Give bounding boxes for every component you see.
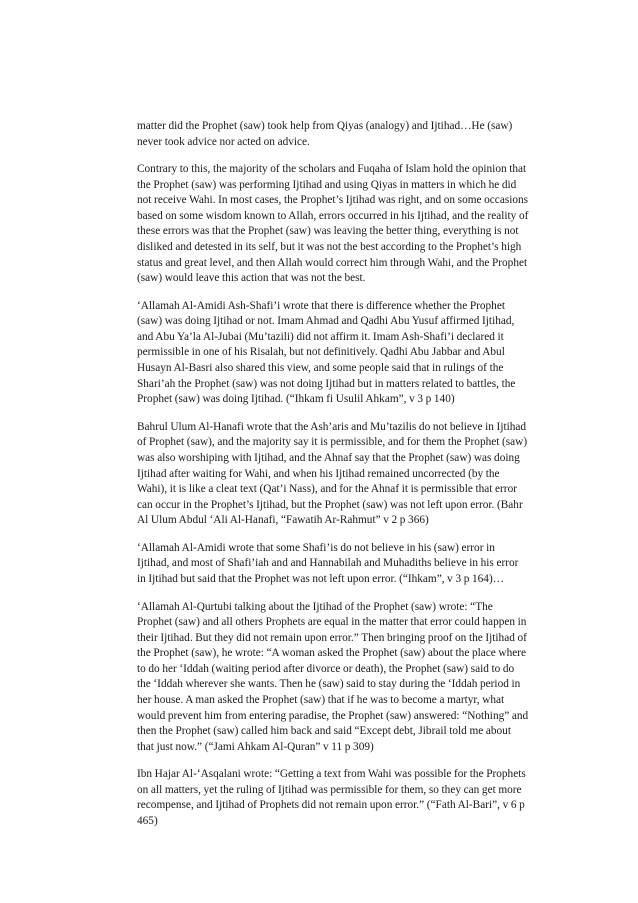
paragraph-bahrul-ulum: Bahrul Ulum Al-Hanafi wrote that the Ash’aris and Mu’tazilis do not believe in Ijtihad of Prophet (saw), and the majority say it is permissible, and for them the Prophet (saw) was also worshiping with Ijtihad, and the Ahnaf say that the Prophet (saw) was doing Ijtihad after waiting for Wahi, and when his Ijtihad remained uncorrected (by the Wahi), it is like a cleat text (Qat’i Nass), and for the Ahnaf it is permissible that error can occur in the Prophet’s Ijtihad, but the Prophet (saw) was not left upon error. (Bahr Al Ulum Abdul ‘Ali Al-Hanafi, “Fawatih Ar-Rahmut” v 2 p 366) xyxy=(137,420,528,527)
paragraph-al-amidi-difference: ‘Allamah Al-Amidi Ash-Shafi’i wrote that there is difference whether the Prophet (saw) was doing Ijtihad or not. Imam Ahmad and Qadhi Abu Yusuf affirmed Ijtihad, and Abu Ya’la Al-Jubai (Mu’tazili) did not affirm it. Imam Ash-Shafi’i declared it permissible in one of his Risalah, but not definitively. Qadhi Abu Jabbar and Abul Husayn Al-Basri also shared this view, and some people said that in rulings of the Shari’ah the Prophet (saw) was not doing Ijtihad but in matters related to battles, the Prophet (saw) was doing Ijtihad. (“Ihkam fi Usulil Ahkam”, v 3 p 140) xyxy=(137,299,516,406)
paragraph-majority-opinion: Contrary to this, the majority of the scholars and Fuqaha of Islam hold the opinion that the Prophet (saw) was performing Ijtihad and using Qiyas in matters in which he did not receive Wahi. In most cases, the Prophet’s Ijtihad was right, and on some occasions based on some wisdom known to Allah, errors occurred in his Ijtihad, and the reality of these errors was that the Prophet (saw) was leaving the better thing, everything is not disliked and detested in its self, but it was not the best according to the Prophet’s high status and great level, and then Allah would correct him through Wahi, and the Prophet (saw) would leave this action that was not the best. xyxy=(137,163,529,285)
paragraph-qiyas-advice: matter did the Prophet (saw) took help from Qiyas (analogy) and Ijtihad…He (saw) never took advice nor acted on advice. xyxy=(137,120,513,148)
paragraph-ibn-hajar: Ibn Hajar Al-‘Asqalani wrote: “Getting a text from Wahi was possible for the Prophets on all matters, yet the ruling of Ijtihad was permissible for them, so they can get more recompense, and Ijtihad of Prophets did not remain upon error.” (“Fath Al-Bari”, v 6 p 465) xyxy=(137,768,526,827)
document-body xyxy=(137,119,529,842)
paragraph-al-qurtubi: ‘Allamah Al-Qurtubi talking about the Ijtihad of the Prophet (saw) wrote: “The Prophet (saw) and all others Prophets are equal in the matter that error could happen in their Ijtihad. But they did not remain upon error.” Then bringing proof on the Ijtihad of the Prophet (saw), he wrote: “A woman asked the Prophet (saw) about the place where to do her ‘Iddah (waiting period after divorce or death), the Prophet (saw) said to do the ‘Iddah wherever she wants. Then he (saw) said to stay during the ‘Iddah period in her house. A man asked the Prophet (saw) that if he was to become a martyr, what would prevent him from entering paradise, the Prophet (saw) answered: “Nothing” and then the Prophet (saw) called him back and said “Except debt, Jibrail told me about that just now.” (“Jami Ahkam Al-Quran” v 11 p 309) xyxy=(137,600,529,753)
paragraph-al-amidi-shafiis: ‘Allamah Al-Amidi wrote that some Shafi’is do not believe in his (saw) error in Ijtihad, and most of Shafi’iah and and Hannabilah and Muhadiths believe in his error in Ijtihad but said that the Prophet was not left upon error. (“Ihkam”, v 3 p 164)… xyxy=(137,541,519,585)
